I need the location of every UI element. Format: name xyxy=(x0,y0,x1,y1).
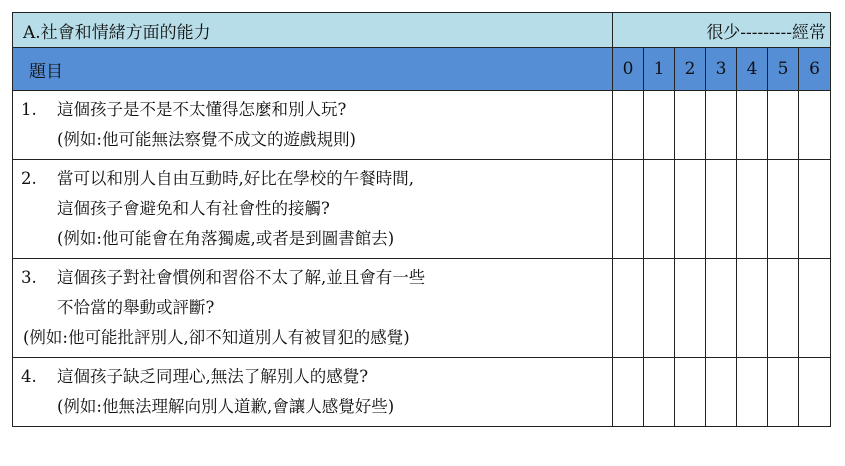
questionnaire-table xyxy=(12,12,831,427)
question-row-1 xyxy=(13,91,831,160)
rating-cell-1[interactable] xyxy=(644,160,675,259)
question-number: 2. xyxy=(21,169,37,188)
question-number: 3. xyxy=(21,268,37,287)
rating-cell-6[interactable] xyxy=(799,91,831,160)
rating-cell-5[interactable] xyxy=(768,160,799,259)
question-number: 4. xyxy=(21,367,37,386)
score-header-3: 3 xyxy=(706,48,737,91)
rating-cell-0[interactable] xyxy=(613,91,644,160)
question-example: (例如:他可能無法察覺不成文的遊戲規則) xyxy=(57,130,356,149)
score-header-0: 0 xyxy=(613,48,644,91)
score-header-1: 1 xyxy=(644,48,675,91)
rating-cell-4[interactable] xyxy=(737,358,768,427)
question-row-4 xyxy=(13,358,831,427)
question-example: (例如:他可能會在角落獨處,或者是到圖書館去) xyxy=(57,229,395,248)
rating-cell-0[interactable] xyxy=(613,358,644,427)
question-number: 1. xyxy=(21,100,37,119)
section-title: A.社會和情緒方面的能力 xyxy=(13,13,613,48)
rating-cell-2[interactable] xyxy=(675,358,706,427)
question-column-header: 題目 xyxy=(13,48,613,91)
rating-cell-3[interactable] xyxy=(706,160,737,259)
column-header-row xyxy=(13,48,831,91)
rating-cell-4[interactable] xyxy=(737,259,768,358)
section-header-row xyxy=(13,13,831,48)
question-text-continued: 不恰當的舉動或評斷? xyxy=(57,298,215,317)
question-text-continued: 這個孩子會避免和人有社會性的接觸? xyxy=(57,199,330,218)
rating-cell-3[interactable] xyxy=(706,259,737,358)
score-header-5: 5 xyxy=(768,48,799,91)
rating-cell-6[interactable] xyxy=(799,259,831,358)
frequency-scale-label: 很少---------經常 xyxy=(613,13,831,48)
rating-cell-3[interactable] xyxy=(706,358,737,427)
rating-cell-2[interactable] xyxy=(675,259,706,358)
question-text-cell xyxy=(13,358,613,427)
score-header-4: 4 xyxy=(737,48,768,91)
question-text-cell xyxy=(13,91,613,160)
questionnaire-sheet xyxy=(12,12,830,427)
question-text: 這個孩子缺乏同理心,無法了解別人的感覺? xyxy=(57,367,369,386)
rating-cell-2[interactable] xyxy=(675,160,706,259)
question-text: 這個孩子對社會慣例和習俗不太了解,並且會有一些 xyxy=(57,268,426,287)
rating-cell-1[interactable] xyxy=(644,91,675,160)
rating-cell-2[interactable] xyxy=(675,91,706,160)
question-text: 這個孩子是不是不太懂得怎麼和別人玩? xyxy=(57,100,347,119)
rating-cell-4[interactable] xyxy=(737,160,768,259)
rating-cell-4[interactable] xyxy=(737,91,768,160)
rating-cell-5[interactable] xyxy=(768,91,799,160)
rating-cell-0[interactable] xyxy=(613,160,644,259)
rating-cell-6[interactable] xyxy=(799,358,831,427)
question-example: (例如:他無法理解向別人道歉,會讓人感覺好些) xyxy=(57,397,395,416)
rating-cell-1[interactable] xyxy=(644,259,675,358)
rating-cell-5[interactable] xyxy=(768,259,799,358)
question-row-3 xyxy=(13,259,831,358)
score-header-6: 6 xyxy=(799,48,831,91)
question-text-cell xyxy=(13,259,613,358)
score-header-2: 2 xyxy=(675,48,706,91)
rating-cell-3[interactable] xyxy=(706,91,737,160)
rating-cell-5[interactable] xyxy=(768,358,799,427)
question-text-cell xyxy=(13,160,613,259)
rating-cell-0[interactable] xyxy=(613,259,644,358)
question-example: (例如:他可能批評別人,卻不知道別人有被冒犯的感覺) xyxy=(23,328,410,347)
question-text: 當可以和別人自由互動時,好比在學校的午餐時間, xyxy=(57,169,414,188)
rating-cell-1[interactable] xyxy=(644,358,675,427)
rating-cell-6[interactable] xyxy=(799,160,831,259)
question-row-2 xyxy=(13,160,831,259)
